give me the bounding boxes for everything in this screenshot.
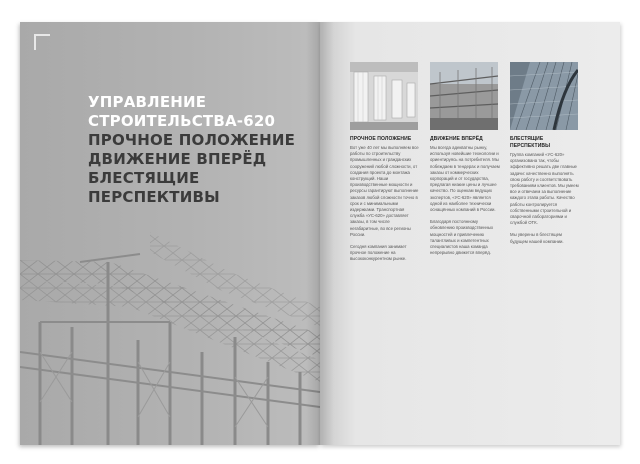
column-paragraph: Группа компаний «УС-620» организована так, чтобы эффективно решать две главные задачи: качественно выполнять свою работу и соответствовать требованиям клиентов. Мы умеем все и отвечаем за выполнение каждого этапа работы. Качество работы контролируется собственными строительной и сварочной лабораториями и службой ОТК.	[510, 152, 579, 226]
column-title: ДВИЖЕНИЕ ВПЕРЁД	[430, 136, 483, 142]
column-paragraph: Сегодня компания занимает прочное положение на высококонкурентном рынке.	[350, 244, 407, 262]
column-bright-prospects	[510, 136, 580, 251]
column-title: ПРОЧНОЕ ПОЛОЖЕНИЕ	[350, 136, 412, 142]
photo-glass-tower	[510, 62, 578, 130]
steel-frame-illustration	[20, 22, 320, 445]
right-page	[320, 22, 620, 445]
headline-line-5: БЛЕСТЯЩИЕ ПЕРСПЕКТИВЫ	[88, 169, 220, 206]
brochure-spread	[20, 22, 620, 445]
column-paragraph: Благодаря постоянному обновлению производственных мощностей и привлечению талантливых и компетентных специалистов наша команда непрерывно движется вперёд.	[430, 219, 494, 256]
column-paragraph: Мы всегда адекватны рынку, используя новейшие технологии и ориентируясь на потребителя. Мы побеждаем в тендерах и получаем заказы от коммерческих корпораций и от государства, предлагая низкие цены и лучшее качество. По оценкам ведущих экспертов, «УС-620» является одной из наиболее технически оснащённых компаний в России.	[430, 145, 500, 213]
column-paragraph: Вот уже 40 лет мы выполняем все работы по строительству промышленных и гражданских сооружений любой сложности, от создания проекта до монтажа конструкций. Наши производственные мощности и ресурсы гарантируют выполнение заказов любой сложности точно в срок и с минимальными издержками. Транспортная служба «УС-620» доставляет заказы, в том числе негабаритные, во все регионы России.	[350, 145, 419, 237]
left-page	[20, 22, 320, 445]
headline-line-2: СТРОИТЕЛЬСТВА-620	[88, 112, 276, 130]
column-moving-forward	[430, 136, 500, 262]
photo-factory-roof	[430, 62, 498, 130]
column-title: БЛЕСТЯЩИЕ ПЕРСПЕКТИВЫ	[510, 136, 551, 149]
headline-line-1: УПРАВЛЕНИЕ	[88, 93, 207, 111]
headline	[88, 93, 318, 207]
photo-columns	[350, 62, 418, 130]
column-strong-position	[350, 136, 420, 269]
photo-strip	[350, 62, 582, 134]
headline-line-4: ДВИЖЕНИЕ ВПЕРЁД	[88, 150, 267, 168]
headline-line-3: ПРОЧНОЕ ПОЛОЖЕНИЕ	[88, 131, 296, 149]
column-paragraph: Мы уверены в блестящем будущем нашей компании.	[510, 232, 564, 244]
